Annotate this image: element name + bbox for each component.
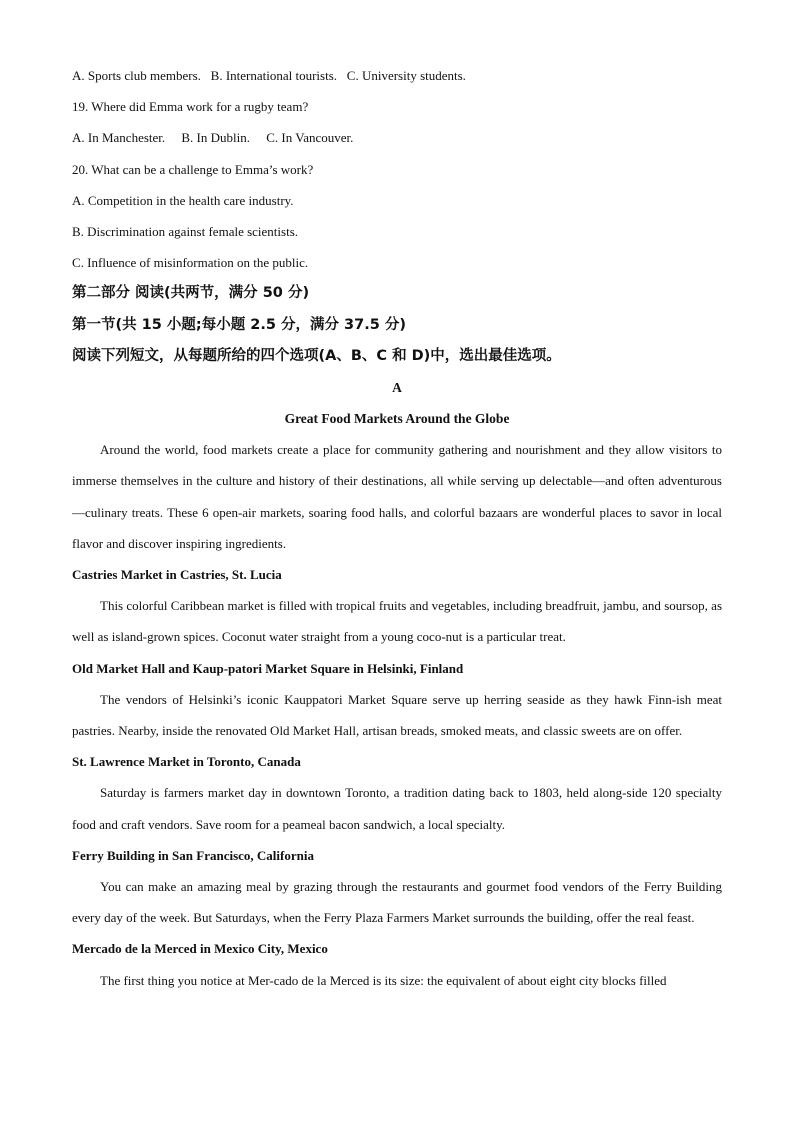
market-title: Mercado de la Merced in Mexico City, Mexico bbox=[72, 941, 328, 957]
market-title: Castries Market in Castries, St. Lucia bbox=[72, 567, 282, 583]
q20-question: 20. What can be a challenge to Emma’s work? bbox=[72, 161, 314, 177]
q19-question: 19. Where did Emma work for a rugby team? bbox=[72, 99, 309, 115]
market-title: Old Market Hall and Kaup-patori Market Square in Helsinki, Finland bbox=[72, 660, 464, 676]
exam-page bbox=[72, 60, 722, 996]
section-one-heading: 第一节(共 15 小题;每小题 2.5 分，满分 37.5 分) bbox=[72, 316, 406, 333]
market-description: You can make an amazing meal by grazing through the restaurants and gourmet food vendors of the Ferry Building every day of the week. But Saturdays, when the Ferry Plaza Farmers Market surrounds the building, offer the real feast. bbox=[72, 879, 722, 926]
market-description: The vendors of Helsinki’s iconic Kauppatori Market Square serve up herring seaside as they hawk Finn-ish meat pastries. Nearby, inside the renovated Old Market Hall, artisan breads, smoked meats, and classic sweets are on offer. bbox=[72, 691, 722, 739]
q20-option-c: C. Influence of misinformation on the public. bbox=[72, 255, 309, 271]
market-title: Ferry Building in San Francisco, California bbox=[72, 847, 314, 863]
reading-instructions: 阅读下列短文，从每题所给的四个选项(A、B、C 和 D)中，选出最佳选项。 bbox=[72, 347, 561, 364]
part-two-heading: 第二部分 阅读(共两节，满分 50 分) bbox=[72, 285, 310, 302]
q20-option-b: B. Discrimination against female scientists. bbox=[72, 223, 299, 239]
passage-letter: A bbox=[392, 379, 402, 395]
passage-title: Great Food Markets Around the Globe bbox=[284, 411, 510, 427]
market-title: St. Lawrence Market in Toronto, Canada bbox=[72, 754, 301, 770]
q19-options: A. In Manchester. B. In Dublin. C. In Vancouver. bbox=[72, 130, 354, 146]
market-description: Saturday is farmers market day in downtown Toronto, a tradition dating back to 1803, held along-side 120 specialty food and craft vendors. Save room for a peameal bacon sandwich, a local specialty. bbox=[72, 785, 722, 832]
q20-option-a: A. Competition in the health care industry. bbox=[72, 192, 294, 208]
passage-intro: Around the world, food markets create a place for community gathering and nourishment and they allow visitors to immerse themselves in the culture and history of their destinations, all while serving up delectable—and often adventurous—culinary treats. These 6 open-air markets, soaring food halls, and colorful bazaars are wonderful places to savor in local flavor and discover inspiring ingredients. bbox=[72, 442, 722, 551]
market-description: This colorful Caribbean market is filled with tropical fruits and vegetables, including breadfruit, jambu, and soursop, as well as island-grown spices. Coconut water straight from a young coco-nut is a particular treat. bbox=[72, 598, 722, 645]
market-description: The first thing you notice at Mer-cado de la Merced is its size: the equivalent of about eight city blocks filled bbox=[100, 972, 667, 988]
q18-options: A. Sports club members. B. International tourists. C. University students. bbox=[72, 68, 466, 83]
